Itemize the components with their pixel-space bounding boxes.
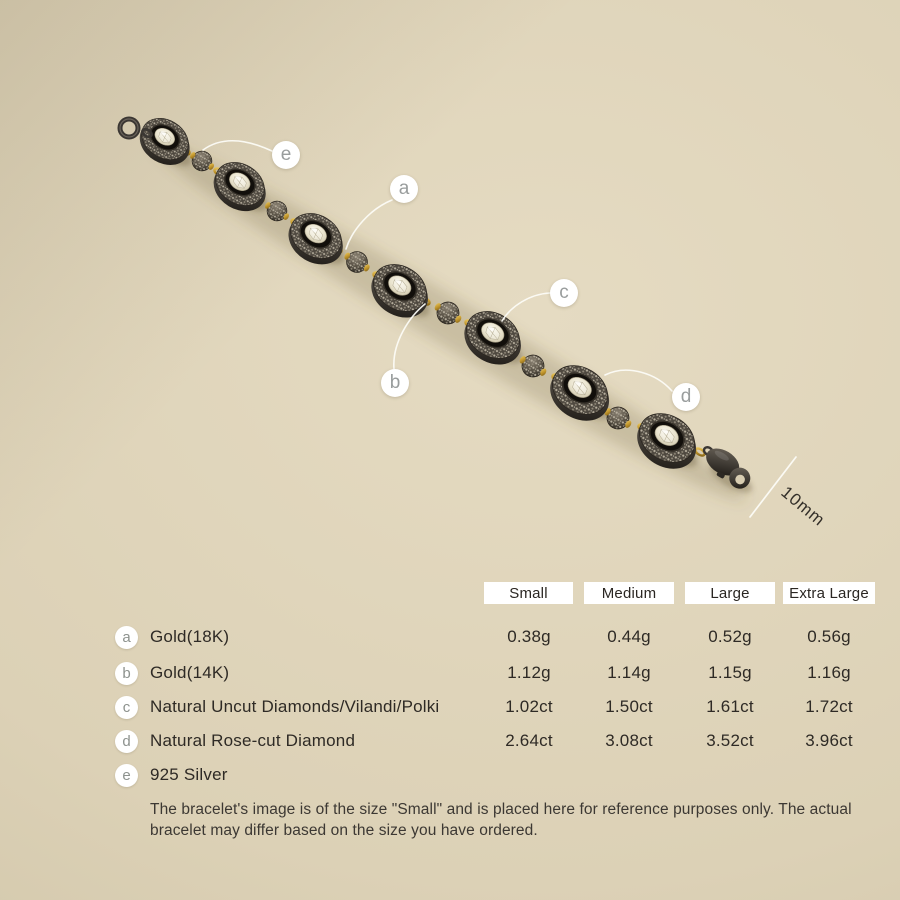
cell-large: 0.52g bbox=[708, 627, 752, 646]
row-badge-d: d bbox=[115, 730, 138, 753]
cell-extra-large: 1.16g bbox=[807, 663, 851, 682]
cell-medium: 0.44g bbox=[607, 627, 651, 646]
callout-b bbox=[381, 369, 409, 397]
callout-line-d bbox=[605, 370, 672, 391]
row-badge-a: a bbox=[115, 626, 138, 649]
column-header-small: Small bbox=[484, 582, 573, 604]
row-label: Natural Rose-cut Diamond bbox=[150, 731, 356, 750]
cell-extra-large: 1.72ct bbox=[805, 697, 853, 716]
cell-large: 1.15g bbox=[708, 663, 752, 682]
callout-line-e bbox=[203, 141, 272, 151]
callout-a-letter: a bbox=[398, 178, 410, 199]
column-header-extra-large: Extra Large bbox=[783, 582, 875, 604]
callout-d bbox=[672, 383, 700, 411]
cell-medium: 1.14g bbox=[607, 663, 651, 682]
row-label: 925 Silver bbox=[150, 765, 228, 784]
row-badge-b: b bbox=[115, 662, 138, 685]
row-badge-e: e bbox=[115, 764, 138, 787]
callout-lines bbox=[203, 141, 672, 391]
cell-medium: 1.50ct bbox=[605, 697, 653, 716]
cell-small: 0.38g bbox=[507, 627, 551, 646]
size-marker bbox=[750, 457, 829, 530]
callout-c bbox=[550, 279, 578, 307]
spec-row-e bbox=[115, 762, 885, 790]
cell-large: 1.61ct bbox=[706, 697, 754, 716]
row-label: Gold(14K) bbox=[150, 663, 230, 682]
disclaimer-text: The bracelet's image is of the size "Small" and is placed here for reference purposes only. The actual bracelet may differ based on the size you have ordered. bbox=[150, 801, 852, 840]
cell-small: 1.12g bbox=[507, 663, 551, 682]
callout-c-letter: c bbox=[559, 282, 569, 303]
column-header-large: Large bbox=[685, 582, 775, 604]
row-label: Natural Uncut Diamonds/Vilandi/Polki bbox=[150, 697, 440, 716]
callout-d-letter: d bbox=[680, 386, 692, 407]
cell-small: 2.64ct bbox=[505, 731, 553, 750]
column-header-medium: Medium bbox=[584, 582, 674, 604]
size-marker-label: 10mm bbox=[777, 482, 829, 530]
callout-line-c bbox=[502, 293, 550, 321]
callout-a bbox=[390, 175, 418, 203]
spec-row-c bbox=[115, 694, 885, 722]
spec-row-a bbox=[115, 624, 885, 652]
callout-e bbox=[272, 141, 300, 169]
spec-row-d bbox=[115, 728, 885, 756]
cell-large: 3.52ct bbox=[706, 731, 754, 750]
row-label: Gold(18K) bbox=[150, 627, 230, 646]
callout-e-letter: e bbox=[280, 144, 292, 165]
cell-extra-large: 0.56g bbox=[807, 627, 851, 646]
spec-row-b bbox=[115, 660, 885, 688]
cell-medium: 3.08ct bbox=[605, 731, 653, 750]
row-badge-c: c bbox=[115, 696, 138, 719]
callout-b-letter: b bbox=[389, 372, 401, 393]
cell-small: 1.02ct bbox=[505, 697, 553, 716]
cell-extra-large: 3.96ct bbox=[805, 731, 853, 750]
